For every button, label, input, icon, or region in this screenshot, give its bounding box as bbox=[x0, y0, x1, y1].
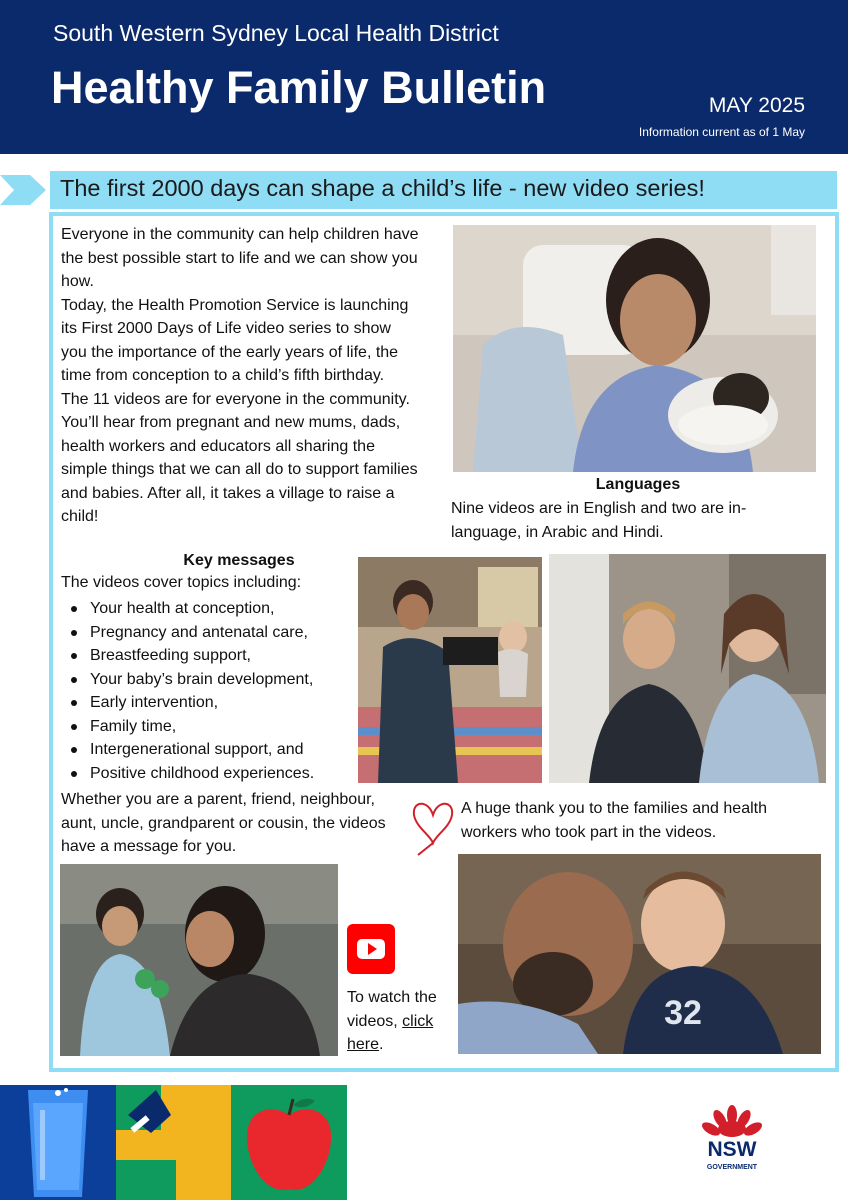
key-messages-heading: Key messages bbox=[183, 552, 295, 569]
bullet-icon bbox=[71, 677, 77, 683]
water-glass-icon bbox=[0, 1085, 116, 1200]
topic-text: Your baby’s brain development, bbox=[90, 670, 314, 688]
list-item bbox=[61, 597, 314, 621]
bullet-icon bbox=[71, 771, 77, 777]
list-item bbox=[61, 668, 314, 692]
languages-heading: Languages bbox=[595, 476, 681, 493]
topic-text: Positive childhood experiences. bbox=[90, 764, 315, 782]
bullet-icon bbox=[71, 653, 77, 659]
topic-text: Intergenerational support, and bbox=[90, 741, 304, 758]
bullet-icon bbox=[71, 700, 77, 706]
bulletin-title: Healthy Family Bulletin bbox=[51, 62, 547, 113]
bullet-icon bbox=[71, 724, 77, 730]
intro-paragraph: The 11 videos are for everyone in the community. You’ll hear from pregnant and new mums, dads, health workers and educators all sharing the simple things that we can all do to support families and babies. After all, it takes a village to raise a child! bbox=[61, 390, 418, 525]
topic-text: Early intervention, bbox=[90, 694, 219, 711]
mother-baby-photo bbox=[453, 225, 816, 472]
key-messages-intro: The videos cover topics including: bbox=[61, 574, 302, 591]
chevron-right-icon bbox=[0, 175, 46, 205]
organisation-name: South Western Sydney Local Health District bbox=[53, 20, 499, 46]
apple-icon bbox=[231, 1085, 347, 1200]
heart-icon bbox=[410, 793, 456, 857]
list-item bbox=[61, 738, 314, 762]
article-banner bbox=[50, 171, 837, 209]
list-item bbox=[61, 715, 314, 739]
nutrition-tile bbox=[231, 1085, 347, 1200]
bullet-icon bbox=[71, 630, 77, 636]
health-workers-photo bbox=[549, 554, 826, 783]
list-item bbox=[61, 644, 314, 668]
bulletin-header bbox=[0, 0, 848, 154]
intro-paragraph: Today, the Health Promotion Service is launching its First 2000 Days of Life video series to show you the importance of the early years of life, the time from conception to a child’s fifth birthday. bbox=[61, 296, 409, 384]
languages-text: Nine videos are in English and two are in-language, in Arabic and Hindi. bbox=[451, 500, 747, 541]
watch-videos-text bbox=[347, 986, 442, 1057]
list-item bbox=[61, 691, 314, 715]
topic-text: Breastfeeding support, bbox=[90, 647, 251, 664]
topic-text: Family time, bbox=[90, 717, 177, 735]
nsw-logo-subtext: GOVERNMENT bbox=[706, 1164, 758, 1171]
currency-note: Information current as of 1 May bbox=[638, 125, 805, 139]
list-item bbox=[61, 621, 314, 645]
issue-month: MAY 2025 bbox=[708, 94, 805, 117]
list-item bbox=[61, 762, 314, 786]
youtube-icon[interactable] bbox=[347, 924, 395, 974]
closing-paragraph: Whether you are a parent, friend, neighbour, aunt, uncle, grandparent or cousin, the videos have a message for you. bbox=[61, 791, 386, 855]
watch-suffix: . bbox=[379, 1036, 384, 1053]
topic-text: Pregnancy and antenatal care, bbox=[90, 623, 308, 641]
topics-list bbox=[61, 597, 314, 785]
svg-text:32: 32 bbox=[664, 994, 702, 1032]
water-tile bbox=[0, 1085, 116, 1200]
watch-prefix: To watch the videos, bbox=[347, 989, 437, 1030]
article-intro bbox=[61, 223, 421, 529]
watch-videos-link[interactable]: click here bbox=[347, 1012, 434, 1053]
topic-text: Your health at conception, bbox=[90, 600, 275, 617]
nsw-logo-text: NSW bbox=[707, 1138, 757, 1161]
filming-toddler-photo bbox=[358, 557, 542, 783]
parent-child-play-photo bbox=[60, 864, 338, 1056]
activity-tile bbox=[116, 1085, 231, 1200]
father-son-photo bbox=[458, 854, 821, 1054]
intro-paragraph: Everyone in the community can help children have the best possible start to life and we can show you how. bbox=[61, 226, 419, 290]
shoe-icon bbox=[116, 1085, 231, 1200]
bullet-icon bbox=[71, 606, 77, 612]
article-heading: The first 2000 days can shape a child’s life - new video series! bbox=[60, 175, 705, 201]
bullet-icon bbox=[71, 747, 77, 753]
thanks-text: A huge thank you to the families and health workers who took part in the videos. bbox=[461, 800, 767, 841]
